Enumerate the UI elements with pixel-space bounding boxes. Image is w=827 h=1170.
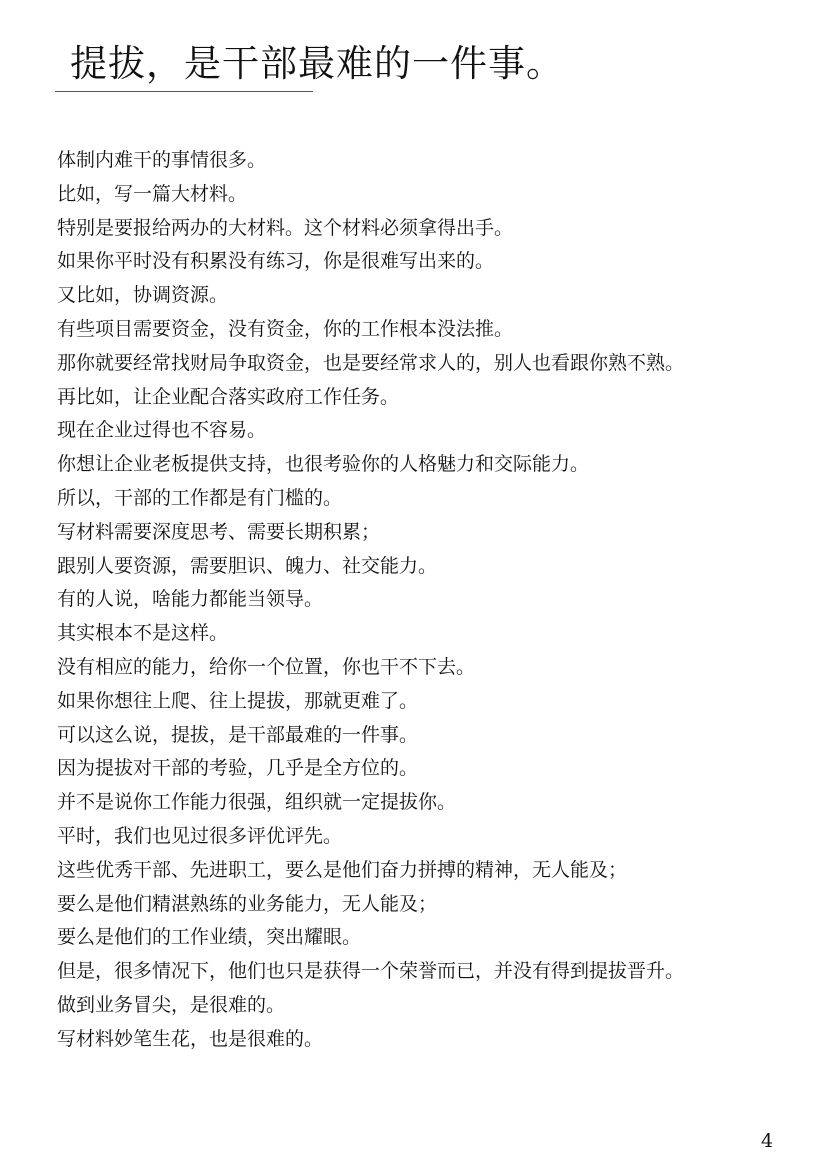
article-body xyxy=(57,144,737,1057)
paragraph: 跟别人要资源，需要胆识、魄力、社交能力。 xyxy=(57,554,438,577)
page-title: 提拔，是干部最难的一件事。 xyxy=(70,42,564,85)
paragraph: 特别是要报给两办的大材料。这个材料必须拿得出手。 xyxy=(57,216,514,239)
paragraph: 但是，很多情况下，他们也只是获得一个荣誉而已，并没有得到提拔晋升。 xyxy=(57,960,685,983)
paragraph: 那你就要经常找财局争取资金，也是要经常求人的，别人也看跟你熟不熟。 xyxy=(57,351,685,374)
paragraph: 并不是说你工作能力很强，组织就一定提拔你。 xyxy=(57,791,457,814)
paragraph: 因为提拔对干部的考验，几乎是全方位的。 xyxy=(57,757,419,780)
paragraph: 现在企业过得也不容易。 xyxy=(57,419,267,442)
paragraph: 写材料妙笔生花，也是很难的。 xyxy=(57,1027,324,1050)
paragraph: 没有相应的能力，给你一个位置，你也干不下去。 xyxy=(57,655,476,678)
paragraph: 做到业务冒尖，是很难的。 xyxy=(57,993,286,1016)
paragraph: 比如，写一篇大材料。 xyxy=(57,182,248,205)
paragraph: 你想让企业老板提供支持，也很考验你的人格魅力和交际能力。 xyxy=(57,453,590,476)
paragraph: 所以，干部的工作都是有门槛的。 xyxy=(57,486,343,509)
paragraph: 有的人说，啥能力都能当领导。 xyxy=(57,588,324,611)
paragraph: 这些优秀干部、先进职工，要么是他们奋力拼搏的精神，无人能及； xyxy=(57,858,628,881)
paragraph: 再比如，让企业配合落实政府工作任务。 xyxy=(57,385,400,408)
paragraph: 如果你想往上爬、往上提拔，那就更难了。 xyxy=(57,689,419,712)
paragraph: 体制内难干的事情很多。 xyxy=(57,149,267,171)
page-number: 4 xyxy=(761,1130,774,1152)
title-underline xyxy=(55,91,313,92)
paragraph: 写材料需要深度思考、需要长期积累； xyxy=(57,520,381,543)
paragraph: 有些项目需要资金，没有资金，你的工作根本没法推。 xyxy=(57,317,514,340)
paragraph: 其实根本不是这样。 xyxy=(57,622,229,645)
paragraph: 要么是他们精湛熟练的业务能力，无人能及； xyxy=(57,892,438,915)
paragraph: 平时，我们也见过很多评优评先。 xyxy=(57,824,343,847)
paragraph: 如果你平时没有积累没有练习，你是很难写出来的。 xyxy=(57,250,495,273)
paragraph: 要么是他们的工作业绩，突出耀眼。 xyxy=(57,926,362,949)
paragraph: 可以这么说，提拔，是干部最难的一件事。 xyxy=(57,723,419,746)
paragraph: 又比如，协调资源。 xyxy=(57,284,229,307)
